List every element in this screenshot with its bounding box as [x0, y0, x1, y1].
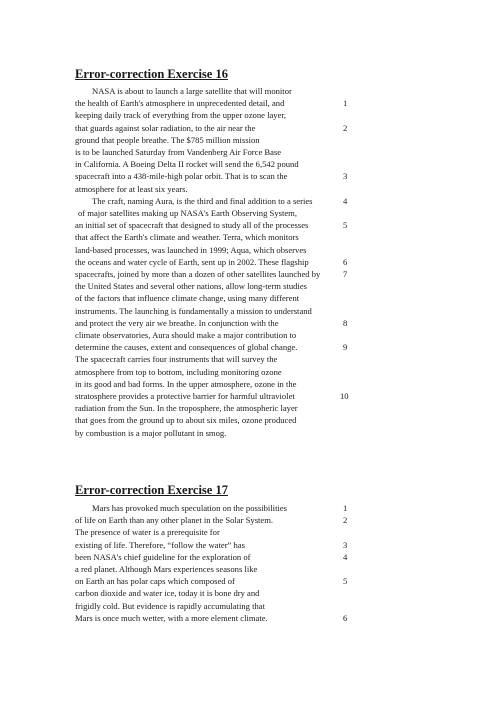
line-number: 10 [340, 391, 349, 401]
text-line: The presence of water is a prerequisite for [75, 527, 220, 538]
text-line: is to be launched Saturday from Vandenberg Air Force Base [75, 147, 282, 157]
text-line: in California. A Boeing Delta II rocket will send the 6,542 pound [75, 159, 299, 170]
text-line: that guards against solar radiation, to the air near the [75, 122, 256, 133]
text-line: stratosphere provides a protective barrier for harmful ultraviolet [75, 391, 295, 401]
text-line: of major satellites making up NASA's Earth Observing System, [78, 208, 297, 218]
line-number: 8 [343, 317, 348, 328]
text-line: spacecraft into a 438-mile-high polar orbit. That is to scan the [75, 171, 288, 182]
line-number: 7 [343, 269, 348, 279]
text-line: and protect the very air we breathe. In conjunction with the [75, 317, 279, 328]
text-line: the health of Earth's atmosphere in unprecedented detail, and [75, 98, 285, 109]
text-line: a red planet. Although Mars experiences seasons like [75, 564, 258, 574]
line-number: 1 [343, 98, 348, 109]
text-line: on Earth an has polar caps which composed of [75, 576, 235, 587]
line-number: 2 [343, 515, 348, 526]
line-number: 2 [343, 122, 348, 133]
line-number: 5 [343, 220, 348, 231]
text-line: frigidly cold. But evidence is rapidly accumulating that [75, 600, 265, 611]
text-line: ground that people breathe. The $785 million mission [75, 134, 260, 145]
exercise-17-title: Error-correction Exercise 17 [75, 483, 228, 497]
text-line: land-based processes, was launched in 1999; Aqua, which observes [75, 244, 307, 255]
line-number: 4 [343, 551, 348, 562]
line-number: 1 [343, 503, 348, 513]
text-line: in its good and bad forms. In the upper atmosphere, ozone in the [75, 378, 297, 389]
text-line: that affect the Earth's climate and weather. Terra, which monitors [75, 232, 299, 243]
line-number: 6 [343, 256, 348, 267]
text-line: atmosphere from top to bottom, including monitoring ozone [75, 366, 282, 377]
text-line: climate observatories, Aura should make a major contribution to [75, 330, 297, 340]
text-line: been NASA's chief guideline for the exploration of [75, 551, 251, 562]
text-line: carbon dioxide and water ice, today it is bone dry and [75, 588, 260, 599]
text-line: that goes from the ground up to about six miles, ozone produced [75, 415, 297, 426]
exercise-16-title: Error-correction Exercise 16 [75, 67, 228, 81]
text-line: Mars is once much wetter, with a more element climate. [75, 612, 268, 623]
text-line: determine the causes, extent and consequences of global change. [75, 342, 298, 353]
text-line: instruments. The launching is fundamentally a mission to understand [75, 305, 312, 316]
text-line: of the factors that influence climate change, using many different [75, 293, 300, 304]
line-number: 4 [343, 195, 348, 206]
text-line: the oceans and water cycle of Earth, sent up in 2002. These flagship [75, 256, 309, 267]
text-line: The craft, naming Aura, is the third and final addition to a series [92, 195, 313, 206]
text-line: radiation from the Sun. In the troposphere, the atmospheric layer [75, 403, 298, 414]
text-line: by combustion is a major pollutant in smog. [75, 427, 227, 438]
line-number: 3 [343, 171, 348, 182]
text-line: an initial set of spacecraft that designed to study all of the processes [75, 220, 309, 231]
text-line: the United States and several other nations, allow long-term studies [75, 281, 307, 292]
text-line: The spacecraft carries four instruments that will survey the [75, 354, 278, 365]
text-line: existing of life. Therefore, “follow the water” has [75, 539, 245, 550]
text-line: of life on Earth than any other planet in the Solar System. [75, 515, 274, 526]
line-number: 9 [343, 342, 348, 353]
text-line: spacecrafts, joined by more than a dozen of other satellites launched by [75, 269, 321, 279]
text-line: atmosphere for at least six years. [75, 183, 188, 194]
line-number: 3 [343, 539, 348, 550]
line-number: 6 [343, 612, 348, 623]
line-number: 5 [343, 576, 348, 587]
text-line: keeping daily track of everything from the upper ozone layer, [75, 110, 287, 121]
text-line: NASA is about to launch a large satellite that will monitor [92, 86, 292, 96]
text-line: Mars has provoked much speculation on the possibilities [92, 503, 288, 513]
